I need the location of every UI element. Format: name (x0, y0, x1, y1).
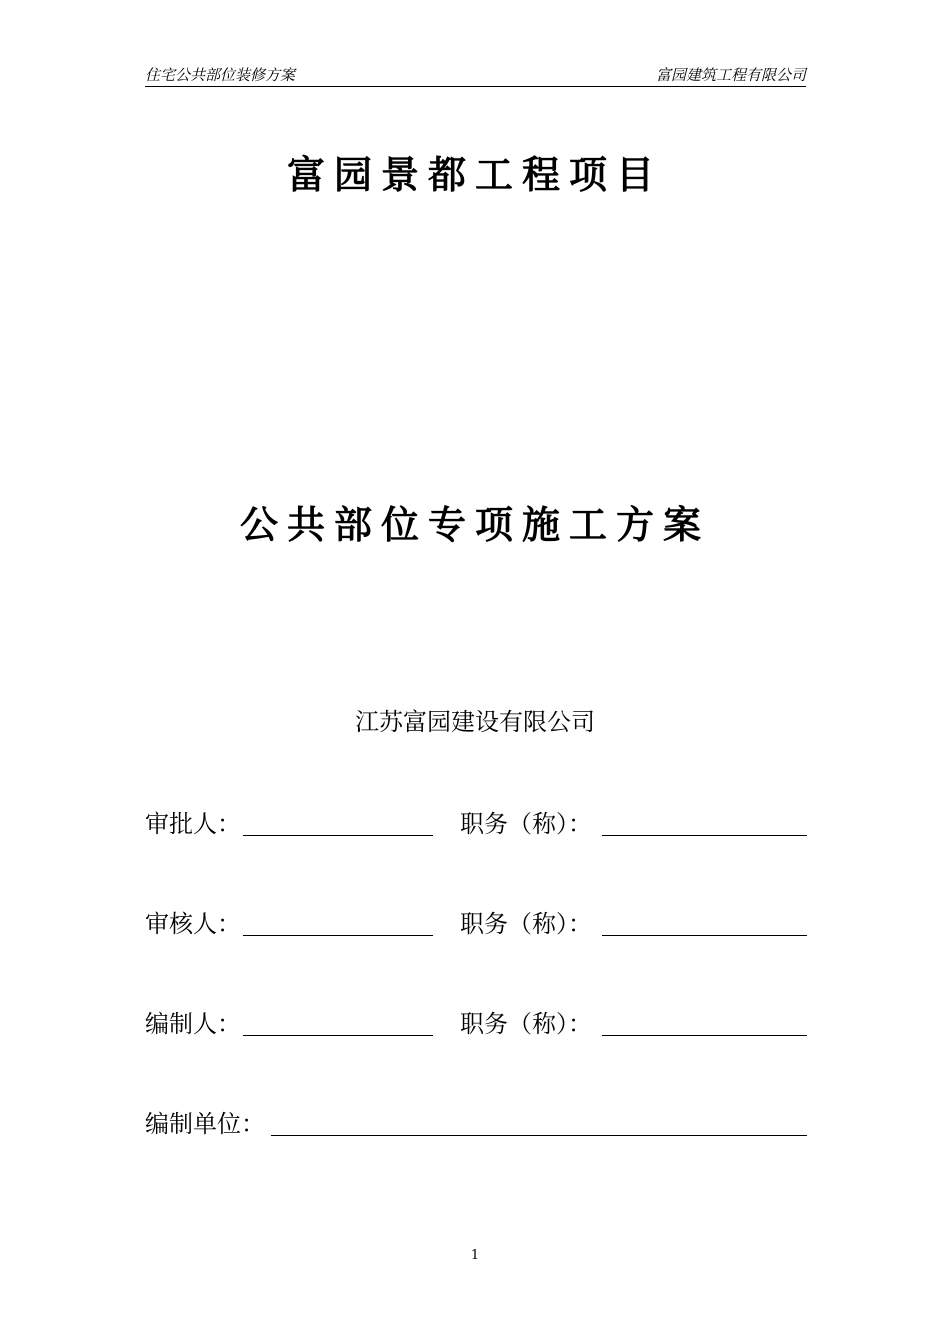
approver-blank-line (243, 835, 433, 836)
approver-title-blank-line (602, 835, 807, 836)
author-blank-line (243, 1035, 433, 1036)
reviewer-label: 审核人： (145, 910, 241, 938)
author-title-blank-line (602, 1035, 807, 1036)
reviewer-row (145, 906, 807, 942)
page-number: 1 (470, 1248, 480, 1263)
reviewer-title-blank-line (602, 935, 807, 936)
page-header (145, 64, 806, 87)
unit-blank-line (271, 1135, 807, 1136)
author-title-label: 职务（称）： (460, 1010, 592, 1038)
project-title: 富园景都工程项目 (286, 153, 663, 197)
author-label: 编制人： (145, 1010, 241, 1038)
author-row (145, 1006, 807, 1042)
header-doc-title: 住宅公共部位装修方案 (145, 66, 296, 84)
reviewer-title-label: 职务（称）： (460, 910, 592, 938)
header-company: 富园建筑工程有限公司 (655, 66, 806, 84)
unit-row (145, 1106, 807, 1142)
unit-label: 编制单位： (145, 1110, 265, 1138)
approver-title-label: 职务（称）： (460, 810, 592, 838)
approver-row (145, 806, 807, 842)
reviewer-blank-line (243, 935, 433, 936)
approver-label: 审批人： (145, 810, 241, 838)
company-name: 江苏富园建设有限公司 (355, 708, 595, 736)
plan-title: 公共部位专项施工方案 (239, 503, 710, 547)
